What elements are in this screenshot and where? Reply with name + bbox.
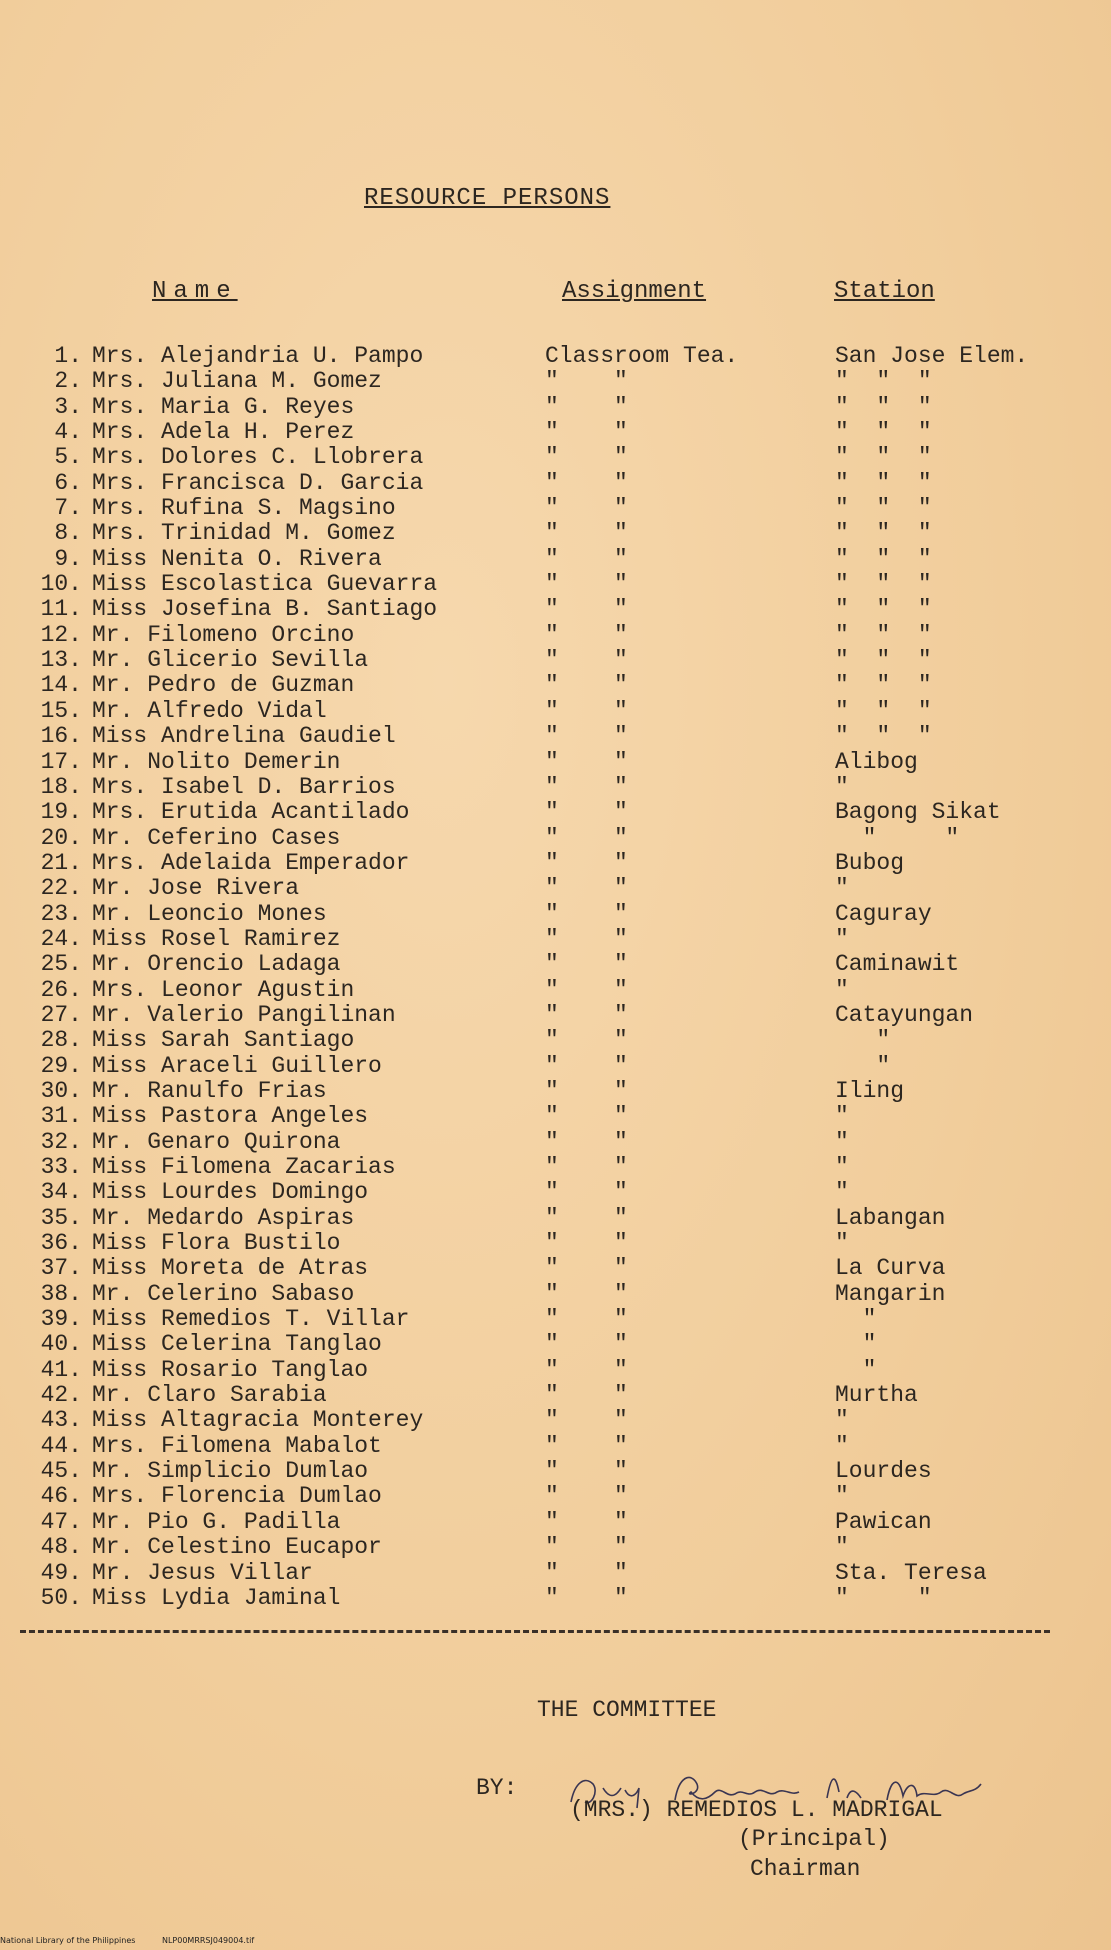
assignment-cell: " " xyxy=(545,697,628,724)
resource-persons-list xyxy=(0,343,1111,1610)
person-name: Mr. Ranulfo Frias xyxy=(92,1077,327,1104)
person-name: Miss Nenita O. Rivera xyxy=(92,545,382,572)
person-name: Miss Escolastica Guevarra xyxy=(92,571,438,598)
station-cell: " xyxy=(835,773,849,800)
person-name: Mr. Orencio Ladaga xyxy=(92,951,341,978)
row-number: 43. xyxy=(40,1407,82,1434)
row-number: 30. xyxy=(40,1077,82,1104)
station-cell: " xyxy=(835,1179,849,1206)
table-row xyxy=(0,1458,1111,1483)
assignment-cell: " " xyxy=(545,824,628,851)
station-cell: " xyxy=(835,1027,891,1054)
assignment-cell: " " xyxy=(545,976,628,1003)
station-cell: Iling xyxy=(835,1077,905,1104)
person-name: Mrs. Francisca D. Garcia xyxy=(92,469,424,496)
assignment-cell: " " xyxy=(545,1407,628,1434)
station-cell: " " " xyxy=(835,520,932,547)
row-number: 8. xyxy=(54,520,82,547)
assignment-cell: " " xyxy=(545,1483,628,1510)
person-name: Mr. Celerino Sabaso xyxy=(92,1280,355,1307)
table-row xyxy=(0,1027,1111,1052)
station-cell: " " " xyxy=(835,419,932,446)
person-name: Mr. Ceferino Cases xyxy=(92,824,341,851)
station-cell: " " xyxy=(835,1584,932,1611)
person-name: Miss Moreta de Atras xyxy=(92,1255,369,1282)
person-name: Mrs. Filomena Mabalot xyxy=(92,1432,382,1459)
table-row xyxy=(0,1407,1111,1432)
assignment-cell: " " xyxy=(545,469,628,496)
station-cell: " " " xyxy=(835,545,932,572)
station-cell: " xyxy=(835,875,849,902)
row-number: 25. xyxy=(40,951,82,978)
table-row xyxy=(0,419,1111,444)
column-header-assignment: Assignment xyxy=(562,278,707,305)
row-number: 26. xyxy=(40,976,82,1003)
footer-file: NLP00MRRSJ049004.tif xyxy=(161,1936,255,1945)
assignment-cell: " " xyxy=(545,495,628,522)
table-row xyxy=(0,977,1111,1002)
row-number: 4. xyxy=(54,419,82,446)
table-row xyxy=(0,1357,1111,1382)
station-cell: " xyxy=(835,1052,891,1079)
row-number: 14. xyxy=(40,672,82,699)
table-row xyxy=(0,596,1111,621)
station-cell: " xyxy=(835,1306,877,1333)
assignment-cell: " " xyxy=(545,647,628,674)
row-number: 29. xyxy=(40,1052,82,1079)
assignment-cell: " " xyxy=(545,1306,628,1333)
assignment-cell: " " xyxy=(545,1027,628,1054)
person-name: Mrs. Adela H. Perez xyxy=(92,419,355,446)
station-cell: " xyxy=(835,1356,877,1383)
person-name: Mr. Simplicio Dumlao xyxy=(92,1458,369,1485)
person-name: Miss Pastora Angeles xyxy=(92,1103,369,1130)
person-name: Mrs. Alejandria U. Pampo xyxy=(92,343,424,369)
person-name: Mrs. Rufina S. Magsino xyxy=(92,495,396,522)
table-row xyxy=(0,1585,1111,1610)
station-cell: " xyxy=(835,1230,849,1257)
station-cell: San Jose Elem. xyxy=(835,343,1029,369)
person-name: Mrs. Leonor Agustin xyxy=(92,976,355,1003)
station-cell: " " " xyxy=(835,697,932,724)
row-number: 6. xyxy=(54,469,82,496)
table-row xyxy=(0,875,1111,900)
assignment-cell: " " xyxy=(545,925,628,952)
table-row xyxy=(0,394,1111,419)
person-name: Miss Rosel Ramirez xyxy=(92,925,341,952)
table-row xyxy=(0,1509,1111,1534)
row-number: 18. xyxy=(40,773,82,800)
table-row xyxy=(0,672,1111,697)
table-row xyxy=(0,1306,1111,1331)
table-row xyxy=(0,1560,1111,1585)
by-label: BY: xyxy=(476,1775,518,1801)
row-number: 35. xyxy=(40,1204,82,1231)
table-row xyxy=(0,1534,1111,1559)
row-number: 49. xyxy=(40,1559,82,1586)
table-row xyxy=(0,1078,1111,1103)
station-cell: Caguray xyxy=(835,900,932,927)
station-cell: " " " xyxy=(835,621,932,648)
station-cell: Mangarin xyxy=(835,1280,946,1307)
row-number: 42. xyxy=(40,1382,82,1409)
person-name: Mr. Jesus Villar xyxy=(92,1559,313,1586)
row-number: 23. xyxy=(40,900,82,927)
person-name: Mr. Claro Sarabia xyxy=(92,1382,327,1409)
row-number: 36. xyxy=(40,1230,82,1257)
table-row xyxy=(0,1053,1111,1078)
station-cell: " xyxy=(835,1128,849,1155)
row-number: 20. xyxy=(40,824,82,851)
table-row xyxy=(0,571,1111,596)
assignment-cell: " " xyxy=(545,1458,628,1485)
table-row xyxy=(0,1433,1111,1458)
assignment-cell: " " xyxy=(545,1356,628,1383)
station-cell: Pawican xyxy=(835,1508,932,1535)
table-row xyxy=(0,1281,1111,1306)
assignment-cell: " " xyxy=(545,1432,628,1459)
assignment-cell: " " xyxy=(545,748,628,775)
table-row xyxy=(0,1205,1111,1230)
person-name: Miss Rosario Tanglao xyxy=(92,1356,369,1383)
station-cell: Labangan xyxy=(835,1204,946,1231)
person-name: Mr. Nolito Demerin xyxy=(92,748,341,775)
row-number: 28. xyxy=(40,1027,82,1054)
row-number: 40. xyxy=(40,1331,82,1358)
row-number: 47. xyxy=(40,1508,82,1535)
footer-library: National Library of the Philippines xyxy=(0,1936,136,1945)
station-cell: Alibog xyxy=(835,748,918,775)
table-row xyxy=(0,1179,1111,1204)
person-name: Mrs. Dolores C. Llobrera xyxy=(92,444,424,471)
person-name: Miss Lourdes Domingo xyxy=(92,1179,369,1206)
assignment-cell: " " xyxy=(545,875,628,902)
person-name: Mr. Filomeno Orcino xyxy=(92,621,355,648)
station-cell: " " " xyxy=(835,393,932,420)
person-name: Miss Lydia Jaminal xyxy=(92,1584,341,1611)
station-cell: " xyxy=(835,1534,849,1561)
table-row xyxy=(0,1483,1111,1508)
table-row xyxy=(0,622,1111,647)
station-cell: " xyxy=(835,1331,877,1358)
person-name: Mr. Genaro Quirona xyxy=(92,1128,341,1155)
person-name: Miss Altagracia Monterey xyxy=(92,1407,424,1434)
assignment-cell: " " xyxy=(545,393,628,420)
row-number: 3. xyxy=(54,393,82,420)
station-cell: " " " xyxy=(835,469,932,496)
row-number: 22. xyxy=(40,875,82,902)
committee-heading: THE COMMITTEE xyxy=(537,1697,717,1723)
person-name: Mr. Pio G. Padilla xyxy=(92,1508,341,1535)
assignment-cell: " " xyxy=(545,1077,628,1104)
station-cell: " xyxy=(835,1103,849,1130)
row-number: 50. xyxy=(40,1584,82,1611)
table-row xyxy=(0,1230,1111,1255)
table-row xyxy=(0,1331,1111,1356)
station-cell: " " " xyxy=(835,571,932,598)
station-cell: " " " xyxy=(835,495,932,522)
table-row xyxy=(0,1154,1111,1179)
station-cell: Bagong Sikat xyxy=(835,799,1001,826)
assignment-cell: " " xyxy=(545,1534,628,1561)
row-number: 24. xyxy=(40,925,82,952)
person-name: Miss Josefina B. Santiago xyxy=(92,596,438,623)
row-number: 44. xyxy=(40,1432,82,1459)
row-number: 12. xyxy=(40,621,82,648)
table-row xyxy=(0,343,1111,368)
assignment-cell: " " xyxy=(545,444,628,471)
assignment-cell: " " xyxy=(545,368,628,395)
station-cell: " xyxy=(835,925,849,952)
table-row xyxy=(0,951,1111,976)
station-cell: Bubog xyxy=(835,849,905,876)
person-name: Miss Araceli Guillero xyxy=(92,1052,382,1079)
row-number: 39. xyxy=(40,1306,82,1333)
table-row xyxy=(0,774,1111,799)
table-row xyxy=(0,825,1111,850)
assignment-cell: Classroom Tea. xyxy=(545,343,739,369)
assignment-cell: " " xyxy=(545,799,628,826)
row-number: 48. xyxy=(40,1534,82,1561)
table-row xyxy=(0,368,1111,393)
row-number: 37. xyxy=(40,1255,82,1282)
row-number: 27. xyxy=(40,1001,82,1028)
table-row xyxy=(0,647,1111,672)
table-row xyxy=(0,1002,1111,1027)
assignment-cell: " " xyxy=(545,1508,628,1535)
table-row xyxy=(0,723,1111,748)
station-cell: Lourdes xyxy=(835,1458,932,1485)
station-cell: " " " xyxy=(835,444,932,471)
table-row xyxy=(0,444,1111,469)
dashed-divider xyxy=(20,1630,1050,1633)
assignment-cell: " " xyxy=(545,545,628,572)
person-name: Mr. Glicerio Sevilla xyxy=(92,647,369,674)
station-cell: " " " xyxy=(835,596,932,623)
assignment-cell: " " xyxy=(545,1103,628,1130)
person-name: Miss Flora Bustilo xyxy=(92,1230,341,1257)
person-name: Mr. Pedro de Guzman xyxy=(92,672,355,699)
row-number: 45. xyxy=(40,1458,82,1485)
station-cell: " " " xyxy=(835,672,932,699)
person-name: Mrs. Adelaida Emperador xyxy=(92,849,410,876)
table-row xyxy=(0,520,1111,545)
row-number: 46. xyxy=(40,1483,82,1510)
table-row xyxy=(0,1129,1111,1154)
station-cell: La Curva xyxy=(835,1255,946,1282)
assignment-cell: " " xyxy=(545,1204,628,1231)
assignment-cell: " " xyxy=(545,1052,628,1079)
row-number: 32. xyxy=(40,1128,82,1155)
person-name: Mrs. Florencia Dumlao xyxy=(92,1483,382,1510)
person-name: Mr. Valerio Pangilinan xyxy=(92,1001,396,1028)
person-name: Mrs. Maria G. Reyes xyxy=(92,393,355,420)
assignment-cell: " " xyxy=(545,1280,628,1307)
station-cell: " " " xyxy=(835,647,932,674)
person-name: Mr. Celestino Eucapor xyxy=(92,1534,382,1561)
station-cell: " " " xyxy=(835,723,932,750)
person-name: Mrs. Juliana M. Gomez xyxy=(92,368,382,395)
row-number: 10. xyxy=(40,571,82,598)
assignment-cell: " " xyxy=(545,1255,628,1282)
assignment-cell: " " xyxy=(545,1584,628,1611)
station-cell: Sta. Teresa xyxy=(835,1559,987,1586)
row-number: 19. xyxy=(40,799,82,826)
row-number: 38. xyxy=(40,1280,82,1307)
row-number: 13. xyxy=(40,647,82,674)
assignment-cell: " " xyxy=(545,1559,628,1586)
person-name: Miss Remedios T. Villar xyxy=(92,1306,410,1333)
row-number: 31. xyxy=(40,1103,82,1130)
station-cell: " xyxy=(835,1432,849,1459)
row-number: 21. xyxy=(40,849,82,876)
table-row xyxy=(0,901,1111,926)
station-cell: Murtha xyxy=(835,1382,918,1409)
station-cell: " xyxy=(835,1407,849,1434)
row-number: 2. xyxy=(54,368,82,395)
row-number: 7. xyxy=(54,495,82,522)
assignment-cell: " " xyxy=(545,1230,628,1257)
row-number: 34. xyxy=(40,1179,82,1206)
table-row xyxy=(0,698,1111,723)
page-title: RESOURCE PERSONS xyxy=(364,185,611,212)
assignment-cell: " " xyxy=(545,773,628,800)
table-row xyxy=(0,926,1111,951)
assignment-cell: " " xyxy=(545,1179,628,1206)
column-header-name: Name xyxy=(152,278,238,305)
assignment-cell: " " xyxy=(545,596,628,623)
table-row xyxy=(0,799,1111,824)
person-name: Mr. Jose Rivera xyxy=(92,875,300,902)
table-row xyxy=(0,546,1111,571)
station-cell: " xyxy=(835,1154,849,1180)
table-row xyxy=(0,850,1111,875)
signatory-title: Chairman xyxy=(750,1856,861,1882)
assignment-cell: " " xyxy=(545,571,628,598)
person-name: Miss Sarah Santiago xyxy=(92,1027,355,1054)
table-row xyxy=(0,1255,1111,1280)
signatory-name: (MRS.) REMEDIOS L. MADRIGAL xyxy=(570,1797,943,1823)
row-number: 11. xyxy=(40,596,82,623)
assignment-cell: " " xyxy=(545,672,628,699)
assignment-cell: " " xyxy=(545,1331,628,1358)
assignment-cell: " " xyxy=(545,849,628,876)
assignment-cell: " " xyxy=(545,520,628,547)
row-number: 17. xyxy=(40,748,82,775)
station-cell: " " xyxy=(835,824,960,851)
assignment-cell: " " xyxy=(545,1382,628,1409)
station-cell: Catayungan xyxy=(835,1001,974,1028)
person-name: Miss Filomena Zacarias xyxy=(92,1154,396,1180)
assignment-cell: " " xyxy=(545,419,628,446)
assignment-cell: " " xyxy=(545,1154,628,1180)
assignment-cell: " " xyxy=(545,951,628,978)
scan-footer xyxy=(0,1936,278,1945)
table-row xyxy=(0,1103,1111,1128)
row-number: 16. xyxy=(40,723,82,750)
row-number: 1. xyxy=(54,343,82,369)
person-name: Mr. Leoncio Mones xyxy=(92,900,327,927)
signatory-role: (Principal) xyxy=(738,1826,890,1852)
table-row xyxy=(0,1382,1111,1407)
column-header-station: Station xyxy=(834,278,935,305)
station-cell: " xyxy=(835,1483,849,1510)
person-name: Mrs. Erutida Acantilado xyxy=(92,799,410,826)
person-name: Mr. Medardo Aspiras xyxy=(92,1204,355,1231)
assignment-cell: " " xyxy=(545,723,628,750)
person-name: Miss Andrelina Gaudiel xyxy=(92,723,396,750)
row-number: 41. xyxy=(40,1356,82,1383)
table-row xyxy=(0,470,1111,495)
assignment-cell: " " xyxy=(545,1001,628,1028)
station-cell: " xyxy=(835,976,849,1003)
person-name: Mrs. Isabel D. Barrios xyxy=(92,773,396,800)
row-number: 15. xyxy=(40,697,82,724)
row-number: 33. xyxy=(40,1154,82,1180)
person-name: Mrs. Trinidad M. Gomez xyxy=(92,520,396,547)
row-number: 5. xyxy=(54,444,82,471)
person-name: Mr. Alfredo Vidal xyxy=(92,697,327,724)
table-row xyxy=(0,495,1111,520)
station-cell: Caminawit xyxy=(835,951,960,978)
table-row xyxy=(0,749,1111,774)
assignment-cell: " " xyxy=(545,1128,628,1155)
assignment-cell: " " xyxy=(545,900,628,927)
assignment-cell: " " xyxy=(545,621,628,648)
station-cell: " " " xyxy=(835,368,932,395)
person-name: Miss Celerina Tanglao xyxy=(92,1331,382,1358)
row-number: 9. xyxy=(54,545,82,572)
